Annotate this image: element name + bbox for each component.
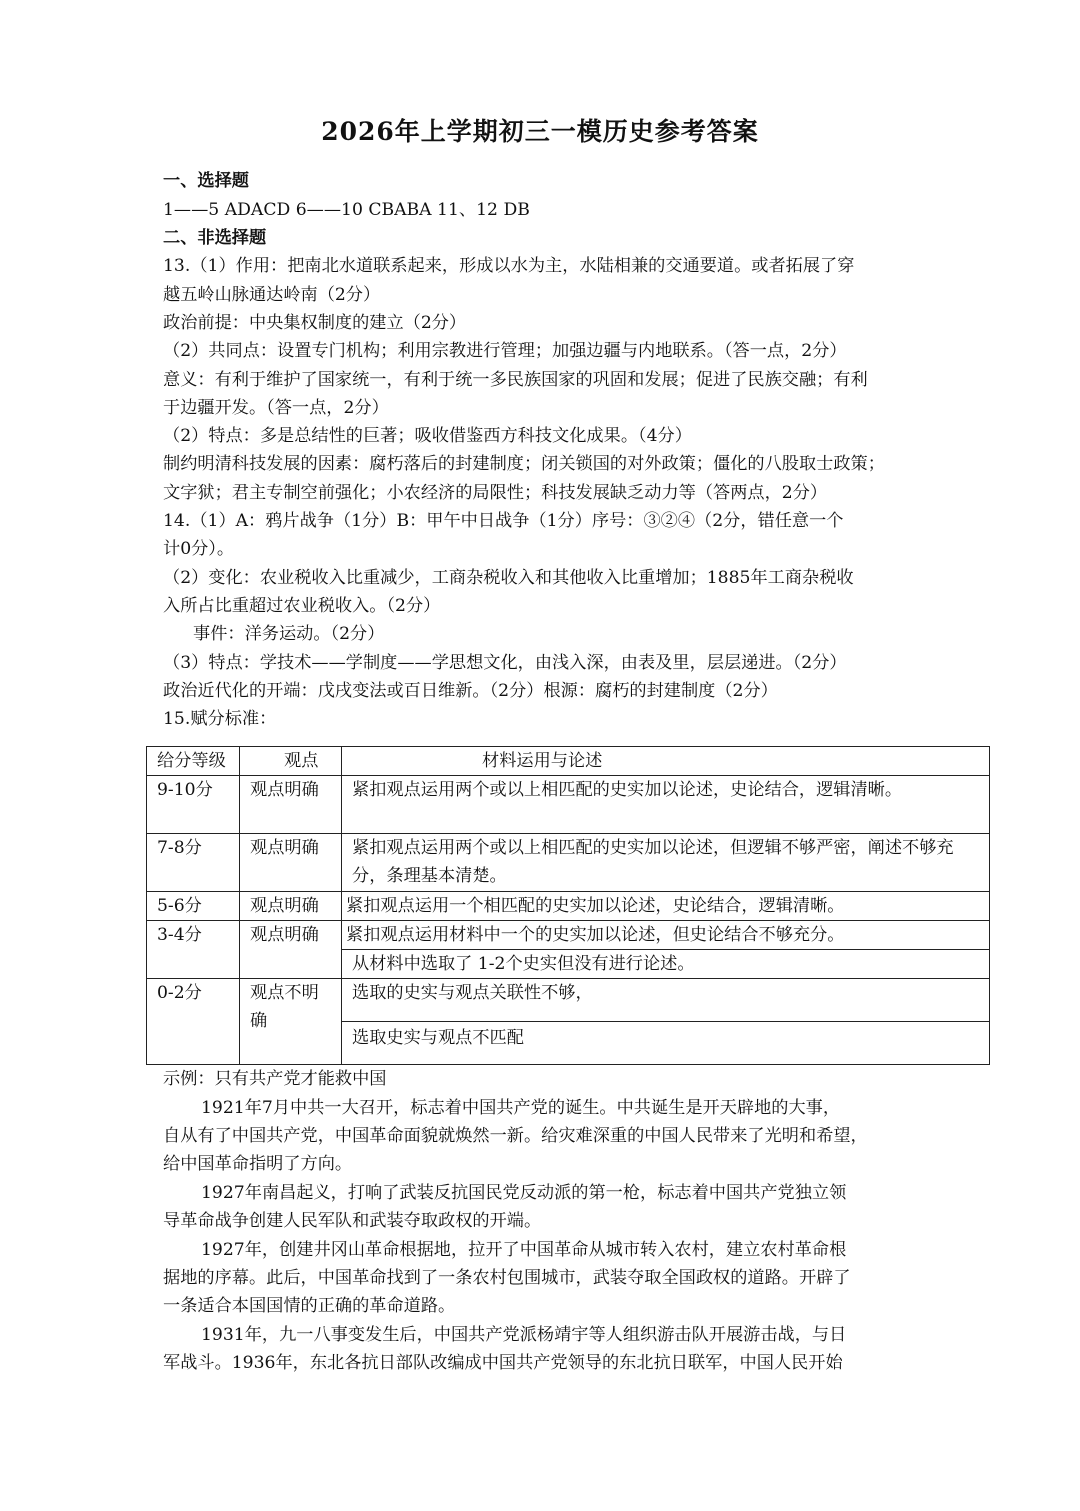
example-line: 1927年南昌起义，打响了武装反抗国民党反动派的第一枪，标志着中国共产党独立领 [201,1183,847,1203]
answer-line: 14.（1）A：鸦片战争（1分）B：甲午中日战争（1分）序号：③②④（2分，错任意一个 [163,511,844,531]
grade-cell: 7-8分 [147,834,240,892]
table-row [147,892,990,921]
answer-line: 计0分）。 [163,539,235,559]
table-header: 观点 [240,747,342,776]
answer-line: 政治近代化的开端：戊戌变法或百日维新。（2分）根源：腐朽的封建制度（2分） [163,681,778,701]
example-line: 1931年，九一八事变发生后，中国共产党派杨靖宇等人组织游击队开展游击战，与日 [201,1325,847,1345]
answer-line: （3）特点：学技术——学制度——学思想文化，由浅入深，由表及里，层层递进。（2分） [163,653,847,673]
scoring-table [146,746,990,1065]
answer-line: 事件：洋务运动。（2分） [193,624,385,644]
answer-line: （2）变化：农业税收入比重减少，工商杂税收入和其他收入比重增加；1885年工商杂税收 [163,568,854,588]
example-line: 1927年，创建井冈山革命根据地，拉开了中国革命从城市转入农村，建立农村革命根 [201,1240,847,1260]
choice-answers: 1——5 ADACD 6——10 CBABA 11、12 DB [163,200,530,220]
view-cell: 观点明确 [240,892,342,921]
desc-cell: 选取的史实与观点关联性不够， [342,979,990,1022]
example-label: 示例：只有共产党才能救中国 [163,1069,387,1089]
table-header: 材料运用与论述 [342,747,990,776]
table-row [147,979,990,1022]
non-choice-heading: 二、非选择题 [163,228,267,248]
example-line: 一条适合本国国情的正确的革命道路。 [163,1296,456,1316]
grade-cell: 3-4分 [147,921,240,979]
answer-line: 制约明清科技发展的因素：腐朽落后的封建制度；闭关锁国的对外政策；僵化的八股取士政策； [163,454,885,474]
table-row [147,921,990,950]
example-line: 军战斗。1936年，东北各抗日部队改编成中国共产党领导的东北抗日联军，中国人民开始 [163,1353,843,1373]
answer-line: 意义：有利于维护了国家统一，有利于统一多民族国家的巩固和发展；促进了民族交融；有利 [163,370,868,390]
answer-line: 文字狱；君主专制空前强化；小农经济的局限性；科技发展缺乏动力等（答两点，2分） [163,483,828,503]
answer-line: 15.赋分标准： [163,709,277,729]
example-line: 1921年7月中共一大召开，标志着中国共产党的诞生。中共诞生是开天辟地的大事， [201,1098,841,1118]
choice-heading: 一、选择题 [163,171,249,191]
example-line: 据地的序幕。此后，中国革命找到了一条农村包围城市，武装夺取全国政权的道路。开辟了 [163,1268,851,1288]
answer-line: （2）共同点：设置专门机构；利用宗教进行管理；加强边疆与内地联系。（答一点，2分） [163,341,847,361]
page-title: 2026年上学期初三一模历史参考答案 [321,117,759,146]
answer-line: 于边疆开发。（答一点，2分） [163,398,389,418]
answer-line: 政治前提：中央集权制度的建立（2分） [163,313,467,333]
grade-cell: 9-10分 [147,776,240,834]
example-line: 给中国革命指明了方向。 [163,1154,353,1174]
answer-line: （2）特点：多是总结性的巨著；吸收借鉴西方科技文化成果。（4分） [163,426,692,446]
example-line: 导革命战争创建人民军队和武装夺取政权的开端。 [163,1211,542,1231]
grade-cell: 5-6分 [147,892,240,921]
desc-cell: 选取史实与观点不匹配 [342,1022,990,1065]
answer-line: 入所占比重超过农业税收入。（2分） [163,596,441,616]
example-line: 自从有了中国共产党，中国革命面貌就焕然一新。给灾难深重的中国人民带来了光明和希望， [163,1126,868,1146]
view-cell: 观点不明确 [240,979,342,1065]
view-cell: 观点明确 [240,921,342,979]
table-row [147,776,990,834]
answer-line: 13.（1）作用：把南北水道联系起来，形成以水为主，水陆相兼的交通要道。或者拓展了穿 [163,256,855,276]
desc-cell: 紧扣观点运用材料中一个的史实加以论述，但史论结合不够充分。 [342,921,990,950]
desc-cell: 紧扣观点运用两个或以上相匹配的史实加以论述，但逻辑不够严密，阐述不够充分，条理基本清楚。 [342,834,990,892]
view-cell: 观点明确 [240,834,342,892]
grade-cell: 0-2分 [147,979,240,1065]
table-row [147,834,990,892]
table-header-row [147,747,990,776]
desc-cell: 紧扣观点运用两个或以上相匹配的史实加以论述，史论结合，逻辑清晰。 [342,776,990,834]
view-cell: 观点明确 [240,776,342,834]
desc-cell: 紧扣观点运用一个相匹配的史实加以论述，史论结合，逻辑清晰。 [342,892,990,921]
answer-line: 越五岭山脉通达岭南（2分） [163,285,381,305]
desc-cell: 从材料中选取了 1-2个史实但没有进行论述。 [342,950,990,979]
table-header: 给分等级 [147,747,240,776]
